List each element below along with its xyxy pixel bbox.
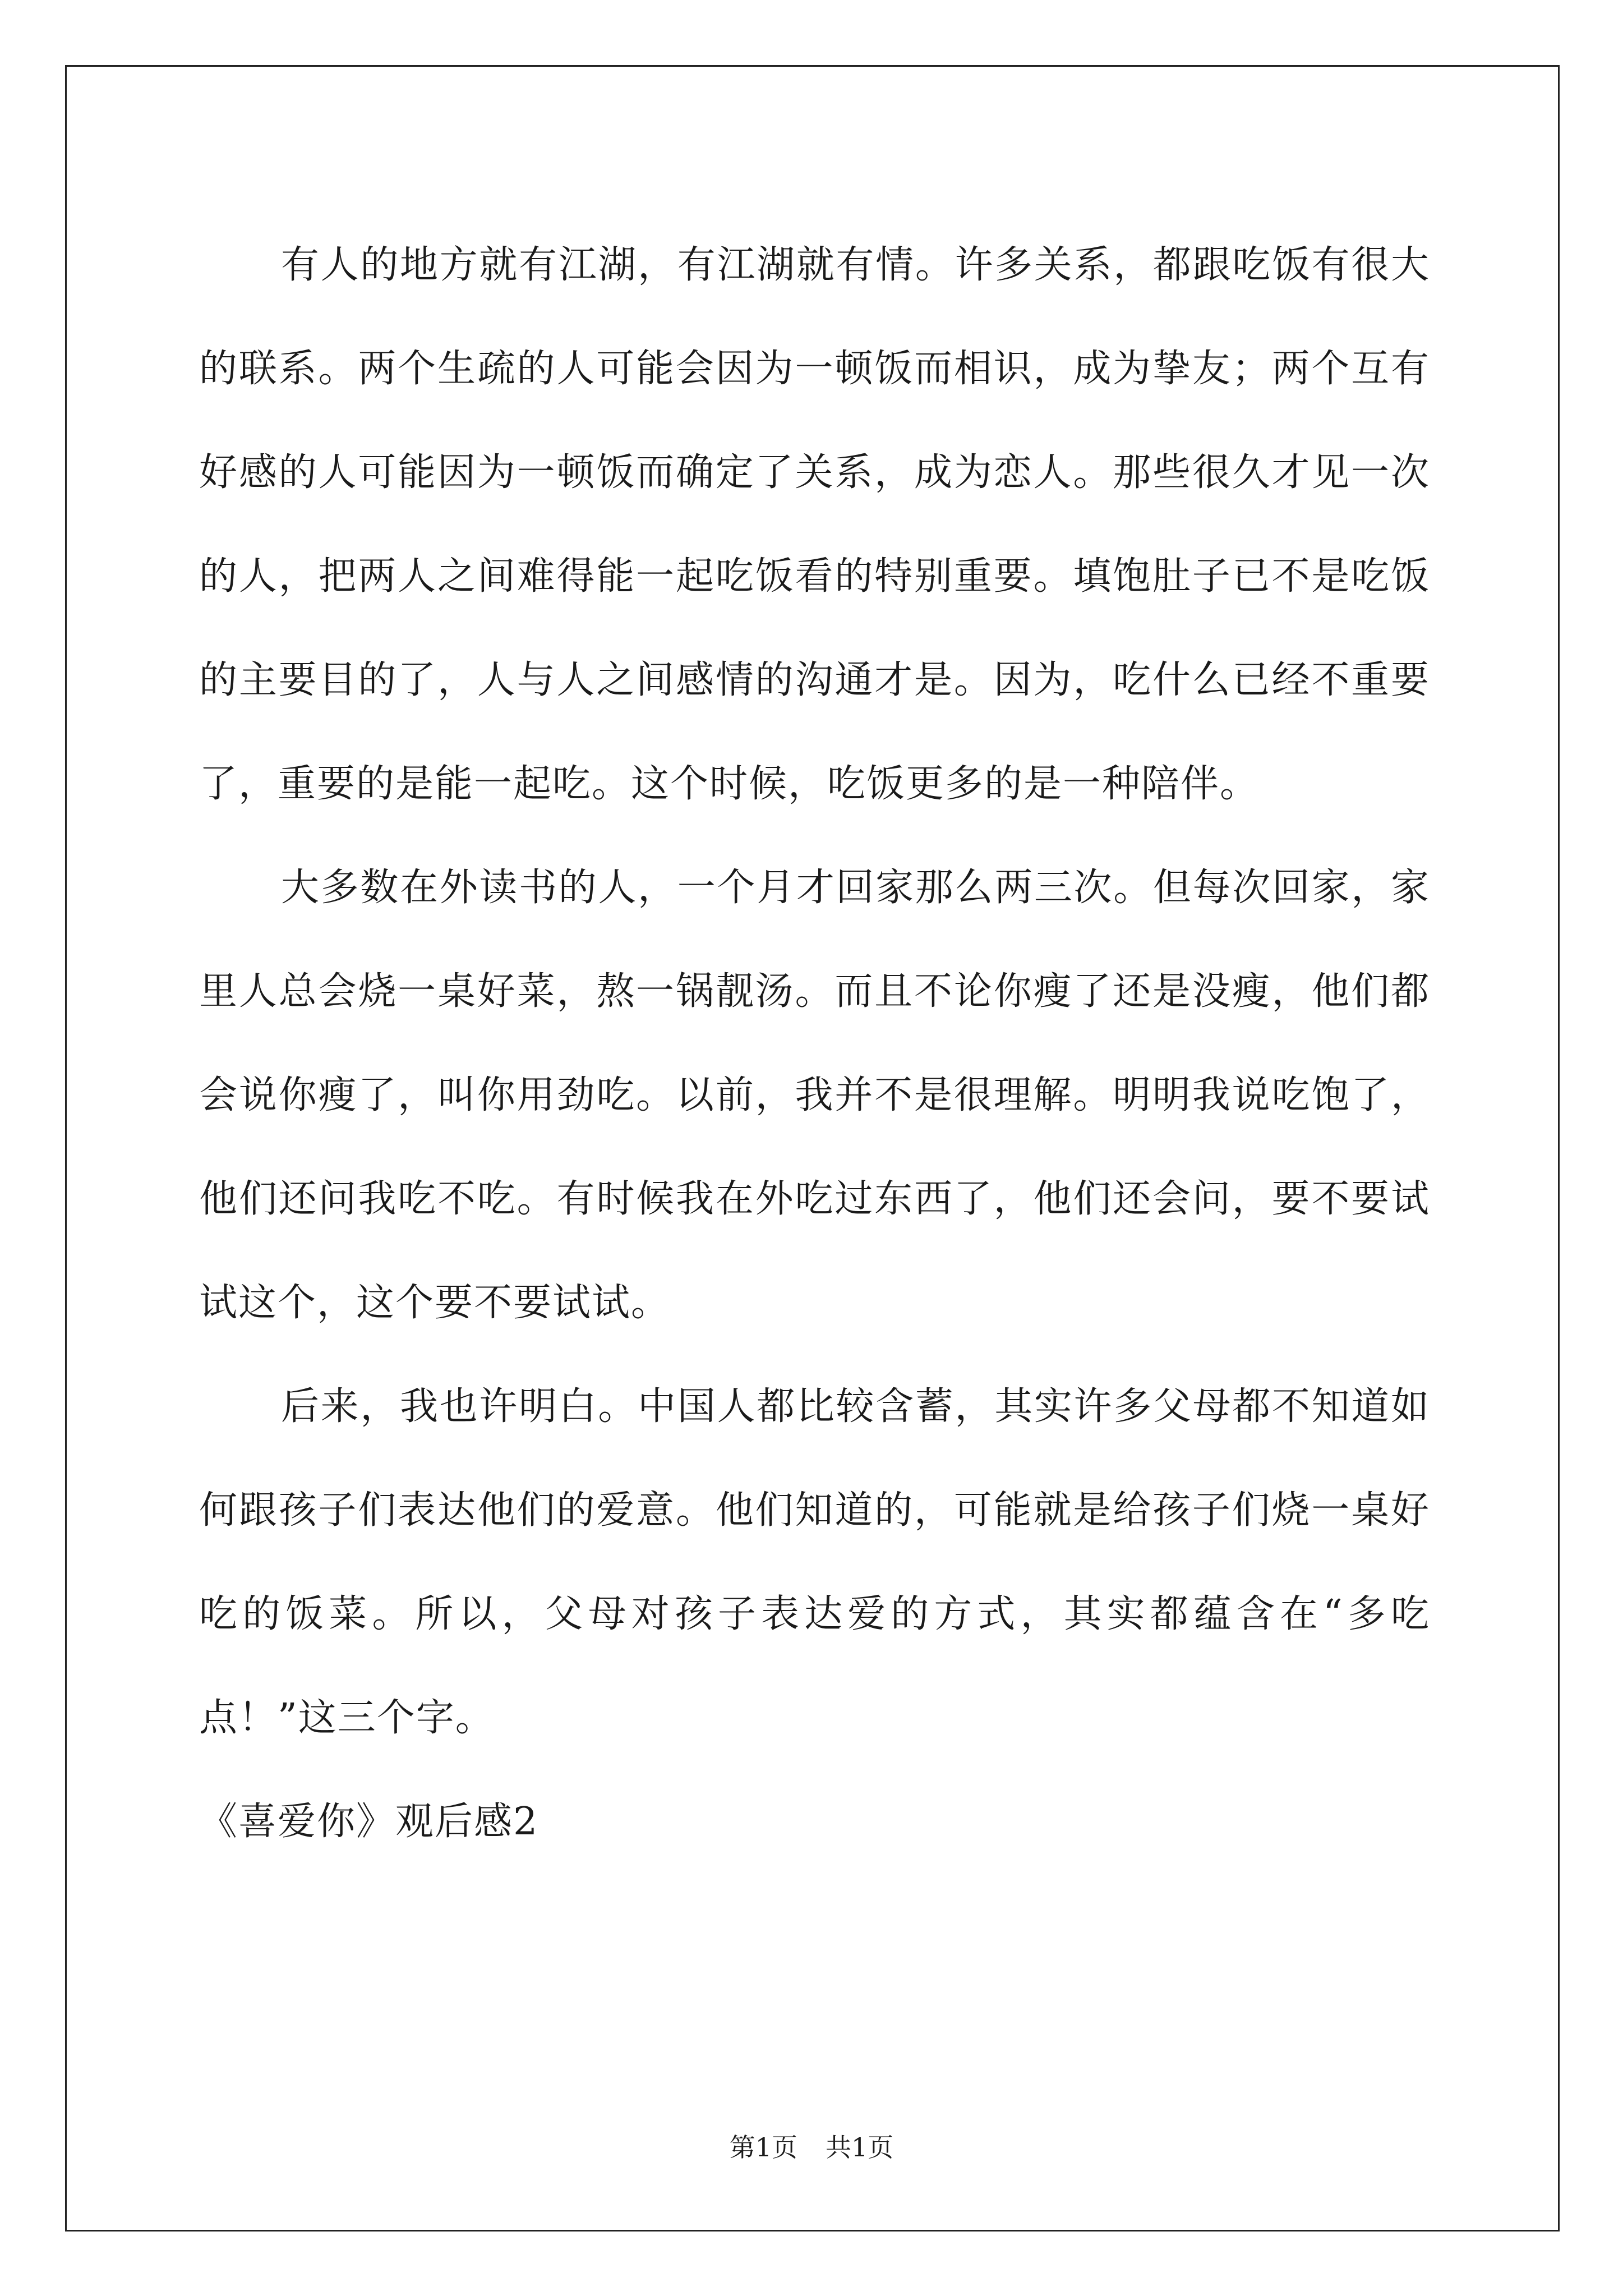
document-body	[199, 213, 1430, 1874]
page-total: 共1页	[826, 2132, 894, 2162]
paragraph: 后来，我也许明白。中国人都比较含蓄，其实许多父母都不知道如何跟孩子们表达他们的爱意。他们知道的，可能就是给孩子们烧一桌好吃的饭菜。所以，父母对孩子表达爱的方式，其实都蕴含在“多吃点！”这三个字。	[199, 1384, 1430, 1740]
paragraph: 大多数在外读书的人，一个月才回家那么两三次。但每次回家，家里人总会烧一桌好菜，熬一锅靓汤。而且不论你瘦了还是没瘦，他们都会说你瘦了，叫你用劲吃。以前，我并不是很理解。明明我说吃饱了，他们还问我吃不吃。有时候我在外吃过东西了，他们还会问，要不要试试这个，这个要不要试试。	[199, 866, 1430, 1325]
section-heading: 《喜爱你》观后感2	[199, 1800, 539, 1844]
paragraph: 有人的地方就有江湖，有江湖就有情。许多关系，都跟吃饭有很大的联系。两个生疏的人可能会因为一顿饭而相识，成为挚友；两个互有好感的人可能因为一顿饭而确定了关系，成为恋人。那些很久才见一次的人，把两人之间难得能一起吃饭看的特别重要。填饱肚子已不是吃饭的主要目的了，人与人之间感情的沟通才是。因为，吃什么已经不重要了，重要的是能一起吃。这个时候，吃饭更多的是一种陪伴。	[199, 243, 1430, 806]
page-footer	[0, 2131, 1623, 2164]
page-number: 第1页	[729, 2132, 797, 2162]
